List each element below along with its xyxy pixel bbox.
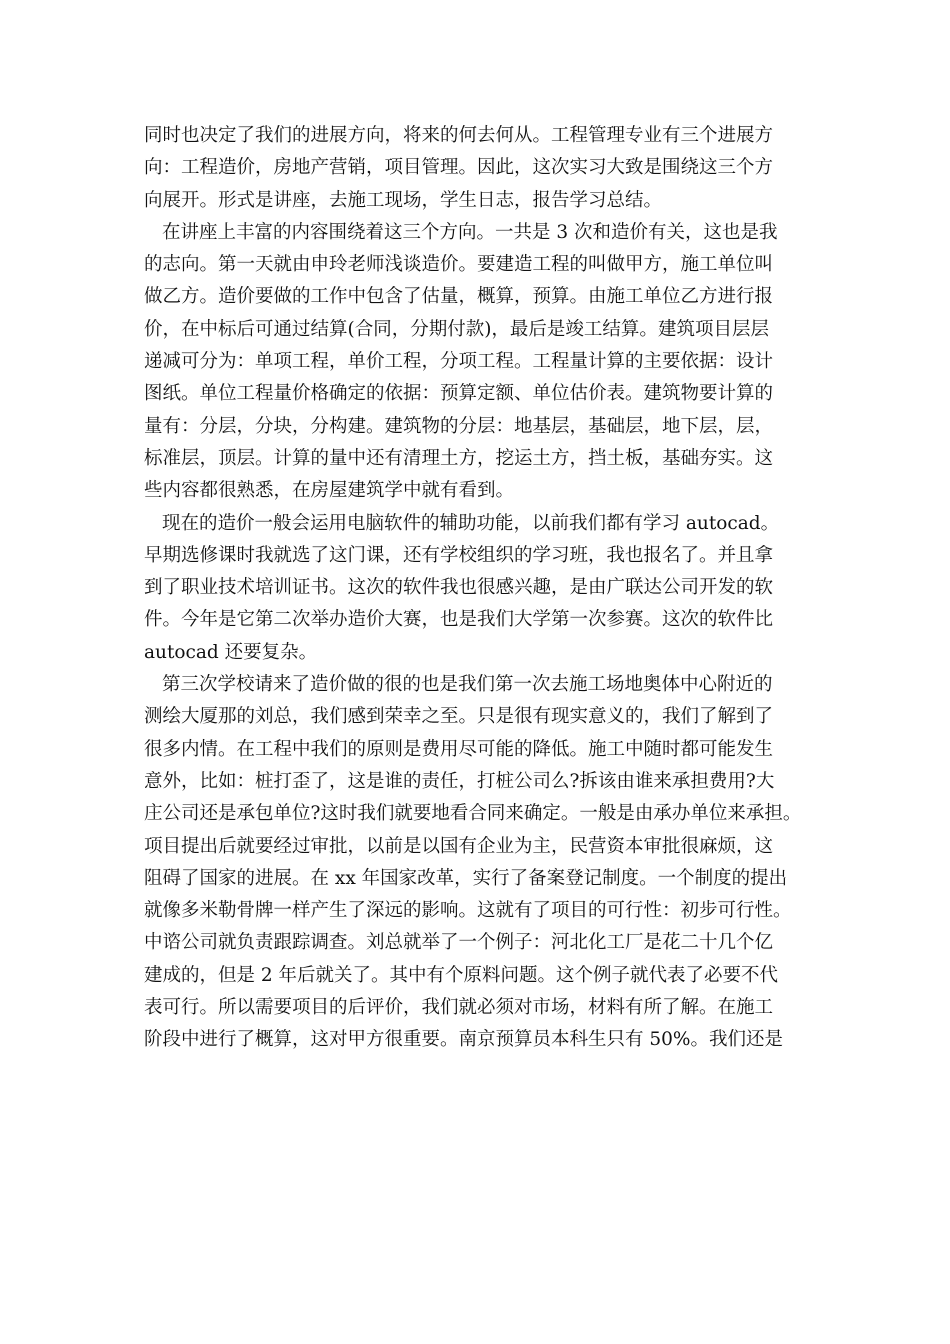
text-line: 递减可分为：单项工程，单价工程，分项工程。工程量计算的主要依据：设计: [144, 351, 774, 373]
text-line: 些内容都很熟悉，在房屋建筑学中就有看到。: [144, 480, 515, 502]
paragraph-start-line: 在讲座上丰富的内容围绕着这三个方向。一共是 3 次和造价有关，这也是我: [162, 221, 778, 243]
text-line: 件。今年是它第二次举办造价大赛，也是我们大学第一次参赛。这次的软件比: [144, 609, 774, 631]
text-line: 意外，比如：桩打歪了，这是谁的责任，打桩公司么?拆该由谁来承担费用?大: [144, 770, 775, 792]
text-line: 中谘公司就负责跟踪调查。刘总就举了一个例子：河北化工厂是花二十几个亿: [144, 932, 774, 954]
text-line: 的志向。第一天就由申玲老师浅谈造价。要建造工程的叫做甲方，施工单位叫: [144, 254, 774, 276]
text-line: 表可行。所以需要项目的后评价，我们就必须对市场，材料有所了解。在施工: [144, 997, 774, 1019]
text-line: 项目提出后就要经过审批，以前是以国有企业为主，民营资本审批很麻烦，这: [144, 835, 774, 857]
text-line: 向：工程造价，房地产营销，项目管理。因此，这次实习大致是围绕这三个方: [144, 157, 774, 179]
paragraph-start-line: 第三次学校请来了造价做的很的也是我们第一次去施工场地奥体中心附近的: [162, 674, 773, 696]
text-line: 阻碍了国家的进展。在 xx 年国家改革，实行了备案登记制度。一个制度的提出: [144, 867, 788, 889]
paragraph-start-line: 现在的造价一般会运用电脑软件的辅助功能，以前我们都有学习 autocad。: [162, 512, 780, 534]
text-line: 同时也决定了我们的进展方向，将来的何去何从。工程管理专业有三个进展方: [144, 125, 774, 146]
text-line: 建成的，但是 2 年后就关了。其中有个原料问题。这个例子就代表了必要不代: [144, 964, 779, 986]
text-line: 标准层，顶层。计算的量中还有清理土方，挖运土方，挡土板，基础夯实。这: [144, 447, 774, 469]
text-line: 图纸。单位工程量价格确定的依据：预算定额、单位估价表。建筑物要计算的: [144, 383, 774, 405]
text-line: 测绘大厦那的刘总，我们感到荣幸之至。只是很有现实意义的，我们了解到了: [144, 706, 774, 728]
text-line: 就像多米勒骨牌一样产生了深远的影响。这就有了项目的可行性：初步可行性。: [144, 900, 792, 922]
text-line: autocad 还要复杂。: [144, 641, 318, 663]
text-line: 做乙方。造价要做的工作中包含了估量，概算，预算。由施工单位乙方进行报: [144, 286, 774, 308]
text-line: 量有：分层，分块，分构建。建筑物的分层：地基层，基础层，地下层，层，: [144, 415, 774, 437]
text-line: 阶段中进行了概算，这对甲方很重要。南京预算员本科生只有 50%。我们还是: [144, 1029, 784, 1051]
body-text: [144, 120, 824, 1057]
text-line: 到了职业技术培训证书。这次的软件我也很感兴趣，是由广联达公司开发的软: [144, 577, 774, 599]
text-line: 价，在中标后可通过结算(合同，分期付款)，最后是竣工结算。建筑项目层层: [144, 318, 769, 340]
text-line: 很多内情。在工程中我们的原则是费用尽可能的降低。施工中随时都可能发生: [144, 738, 774, 760]
text-line: 向展开。形式是讲座，去施工现场，学生日志，报告学习总结。: [144, 189, 663, 211]
text-line: 早期选修课时我就选了这门课，还有学校组织的学习班，我也报名了。并且拿: [144, 544, 774, 566]
text-line: 庄公司还是承包单位?这时我们就要地看合同来确定。一般是由承办单位来承担。: [144, 803, 802, 825]
